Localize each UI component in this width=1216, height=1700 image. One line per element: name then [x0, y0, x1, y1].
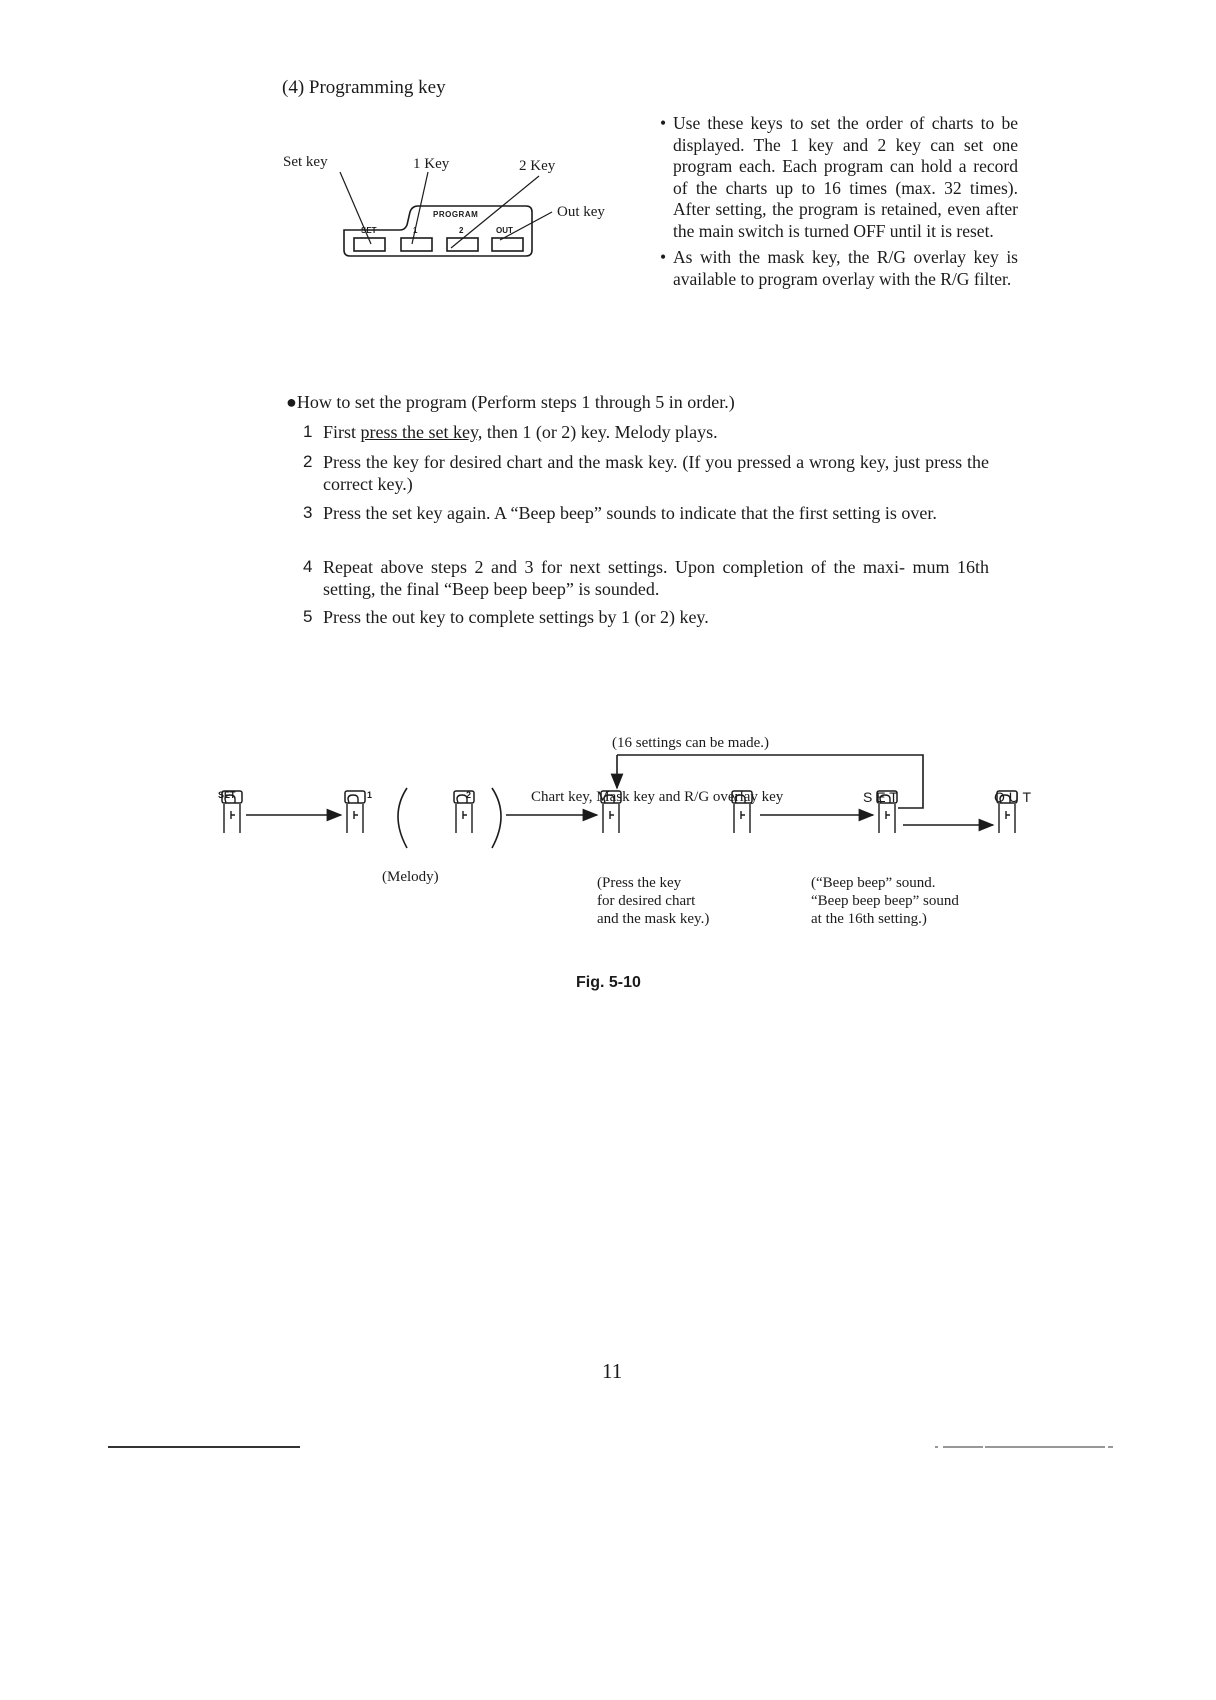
key2-caption: 2 [466, 790, 472, 800]
step-number: 4 [303, 557, 313, 576]
step-number: 2 [303, 452, 313, 471]
press-key-note-line: for desired chart [597, 893, 696, 909]
description-text: Use these keys to set the order of charts to be displayed. The 1 key and 2 key can set one program each. Each program can hold a record of the charts up to 16 times (max. 32 times). After setting, the program is retained, even after the main switch is turned OFF until it is reset. [673, 113, 1018, 241]
out-key-label: Out key [557, 204, 605, 220]
section-heading: (4) Programming key [282, 77, 446, 98]
out-key-caption: O U T [994, 789, 1032, 805]
panel-button-out-label: OUT [496, 226, 513, 235]
step-number: 3 [303, 503, 313, 522]
step-text: Repeat above steps 2 and 3 for next settings. Upon completion of the maxi- mum 16th setting, the final “Beep beep beep” is sounded. [323, 557, 989, 599]
step-text: Press the out key to complete settings by 1 (or 2) key. [323, 607, 709, 627]
page-number: 11 [602, 1359, 623, 1383]
description-text: As with the mask key, the R/G overlay key is available to program overlay with the R/G filter. [673, 247, 1018, 289]
step-text-underlined: press the set key, [360, 422, 483, 442]
melody-note: (Melody) [382, 869, 439, 885]
key1-caption: 1 [367, 790, 373, 800]
step-number: 5 [303, 607, 313, 626]
panel-button-2-label: 2 [459, 226, 464, 235]
figure-caption: Fig. 5-10 [576, 974, 641, 991]
loop-note: (16 settings can be made.) [612, 735, 770, 751]
press-key-note-line: (Press the key [597, 875, 682, 891]
step-number: 1 [303, 422, 313, 441]
step-text-part: First [323, 422, 361, 442]
how-to-intro: ●How to set the program (Perform steps 1 through 5 in order.) [286, 392, 735, 412]
bullet-icon: • [660, 247, 667, 267]
step-text: Press the key for desired chart and the mask key. (If you pressed a wrong key, just press the correct key.) [323, 452, 989, 494]
step-text-part: then 1 (or 2) key. Melody plays. [482, 422, 718, 442]
press-key-note-line: and the mask key.) [597, 911, 710, 927]
set-key-caption: SET [218, 790, 236, 800]
step-text: Press the set key again. A “Beep beep” sounds to indicate that the first setting is over. [323, 503, 937, 523]
panel-button-set-label: SET [361, 226, 377, 235]
set-again-caption: S E T [863, 789, 898, 805]
bullet-icon: • [660, 113, 667, 133]
key2-label: 2 Key [519, 158, 556, 174]
beep-note-line: (“Beep beep” sound. [811, 875, 936, 891]
panel-title: PROGRAM [433, 210, 479, 219]
key1-label: 1 Key [413, 156, 450, 172]
set-key-label: Set key [283, 154, 328, 170]
beep-note-line: “Beep beep beep” sound [811, 893, 959, 909]
chart-keys-label: Chart key, Mask key and R/G overlay key [531, 789, 784, 805]
panel-button-1-label: 1 [413, 226, 418, 235]
beep-note-line: at the 16th setting.) [811, 911, 927, 927]
